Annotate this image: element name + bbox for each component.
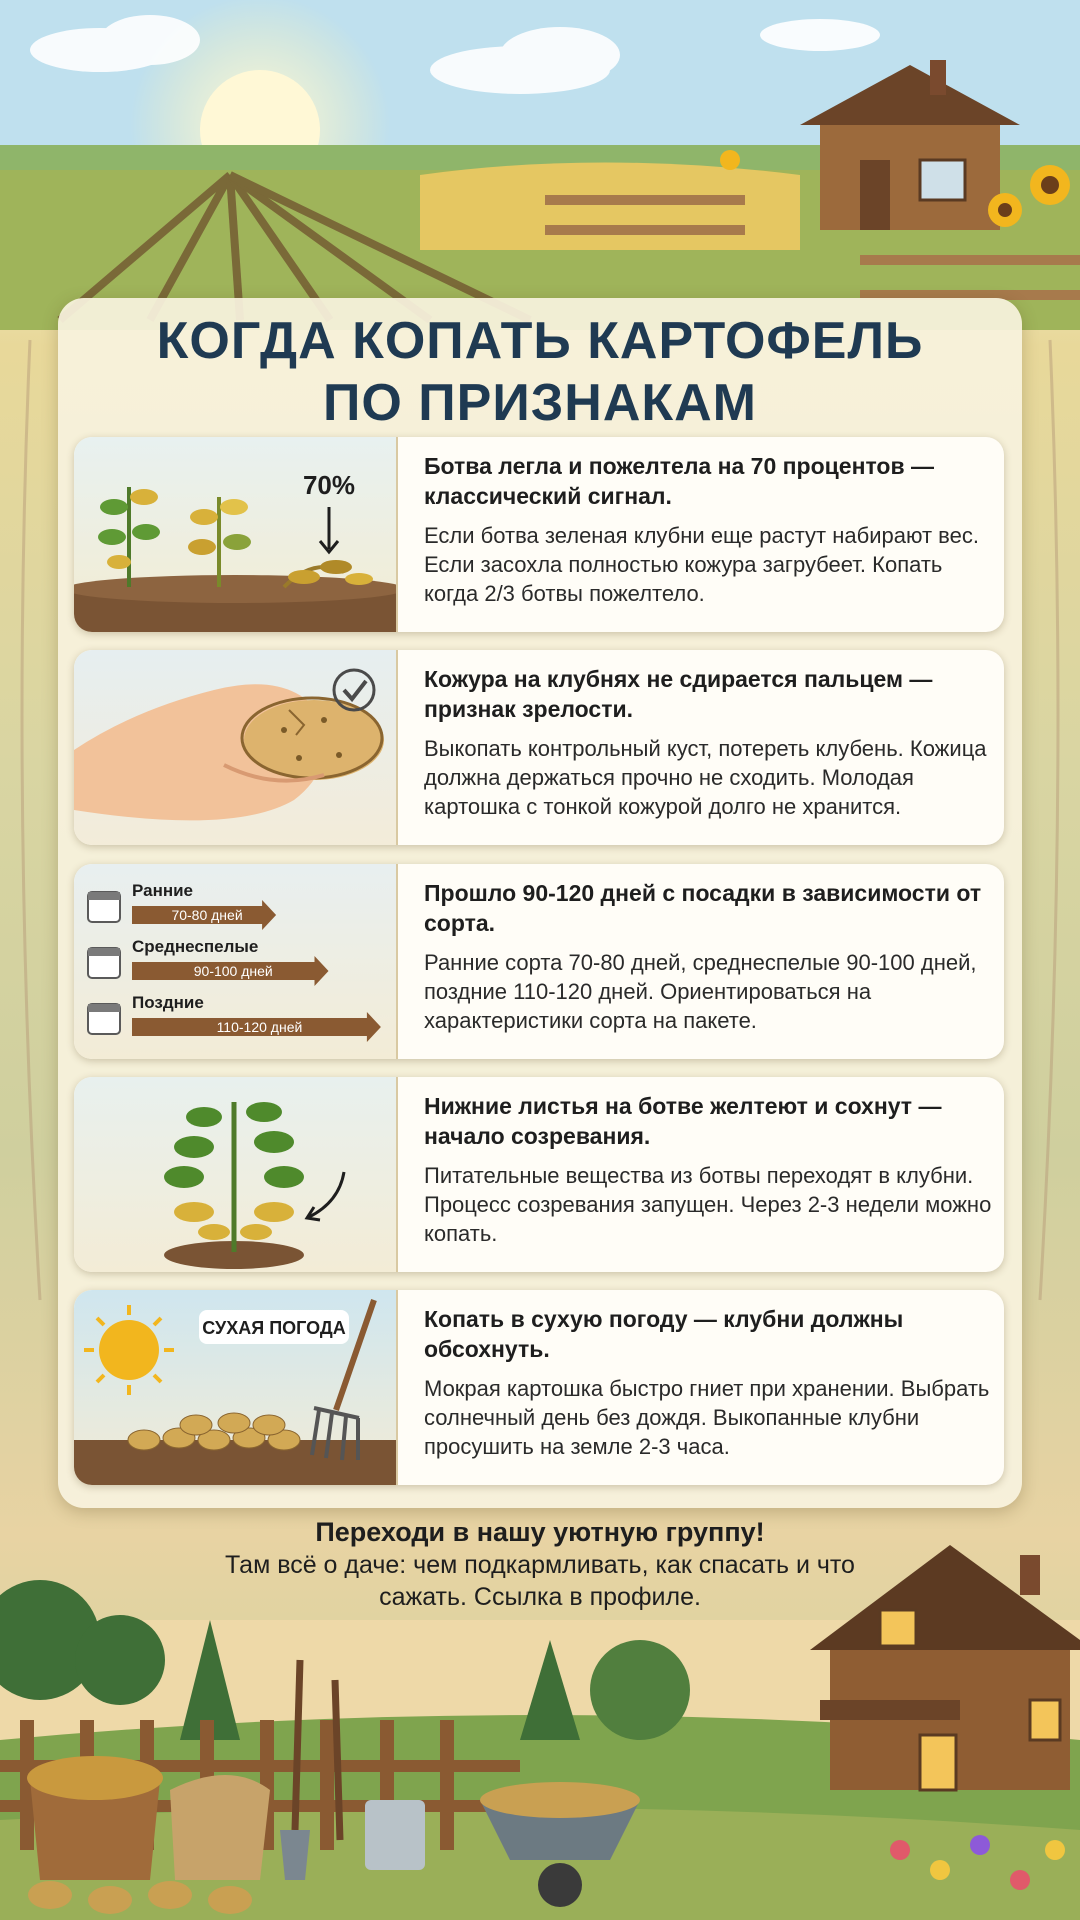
timeline-days: 70-80 дней [171,907,243,923]
sign-card-5 [74,1290,1004,1485]
sign-heading: Кожура на клубнях не сдирается пальцем — признак зрелости. [424,666,933,722]
dry-weather-badge: СУХАЯ ПОГОДА [202,1318,346,1338]
sign-heading: Нижние листья на ботве желтеют и сохнут — начало созревания. [424,1093,942,1149]
sign-body: Ранние сорта 70-80 дней, среднеспелые 90-100 дней, поздние 110-120 дней. Ориентироваться на характеристики сорта на пакете. [424,950,977,1033]
yellowing-leaves-illustration [74,1077,398,1272]
sign-heading: Прошло 90-120 дней с посадки в зависимости от сорта. [424,880,982,936]
dry-weather-illustration [74,1290,398,1485]
page-title-line-2: ПО ПРИЗНАКАМ [323,374,757,432]
down-arrow-icon [320,507,338,552]
timeline-label: Среднеспелые [132,937,259,956]
page-title-line-1: КОГДА КОПАТЬ КАРТОФЕЛЬ [156,312,924,370]
timeline-label: Поздние [132,993,204,1012]
ripening-timeline-illustration [74,864,398,1059]
sign-card-2 [74,650,1004,845]
sign-card-1 [74,437,1004,632]
sign-body: Мокрая картошка быстро гниет при хранении. Выбрать солнечный день без дождя. Выкопанные клубни просушить на земле 2-3 часа. [424,1376,990,1459]
timeline-days: 90-100 дней [193,963,273,979]
sign-body: Выкопать контрольный куст, потереть клубень. Кожица должна держаться прочно не сходить. Молодая картошка с тонкой кожурой долго не хранится. [424,736,987,819]
sign-card-4 [74,1077,1004,1272]
page-title [58,310,1022,434]
hand-with-tuber-illustration [74,650,398,845]
group-invite-text: Там всё о даче: чем подкармливать, как спасать и что сажать. Ссылка в профиле. [225,1551,855,1611]
sign-body: Питательные вещества из ботвы переходят в клубни. Процесс созревания запущен. Через 2-3 недели можно копать. [424,1163,992,1246]
sign-heading: Ботва легла и пожелтела на 70 процентов — классический сигнал. [424,453,935,509]
calendar-icon [88,892,120,922]
sign-body: Если ботва зеленая клубни еще растут набирают вес. Если засохла полностью кожура загрубеет. Копать когда 2/3 ботвы пожелтело. [424,523,979,606]
group-invite-heading: Переходи в нашу уютную группу! [315,1517,765,1547]
group-invite [180,1515,900,1613]
percentage-badge: 70% [302,470,356,500]
timeline-label: Ранние [132,881,194,900]
sun-icon [84,1305,174,1395]
wilted-tops-illustration [74,437,398,632]
checkmark-icon [334,670,374,710]
calendar-icon [88,1004,120,1034]
calendar-icon [88,948,120,978]
sign-card-3 [74,864,1004,1059]
sign-heading: Копать в сухую погоду — клубни должны обсохнуть. [424,1306,904,1362]
timeline-days: 110-120 дней [216,1019,303,1035]
curved-arrow-icon [307,1172,344,1220]
